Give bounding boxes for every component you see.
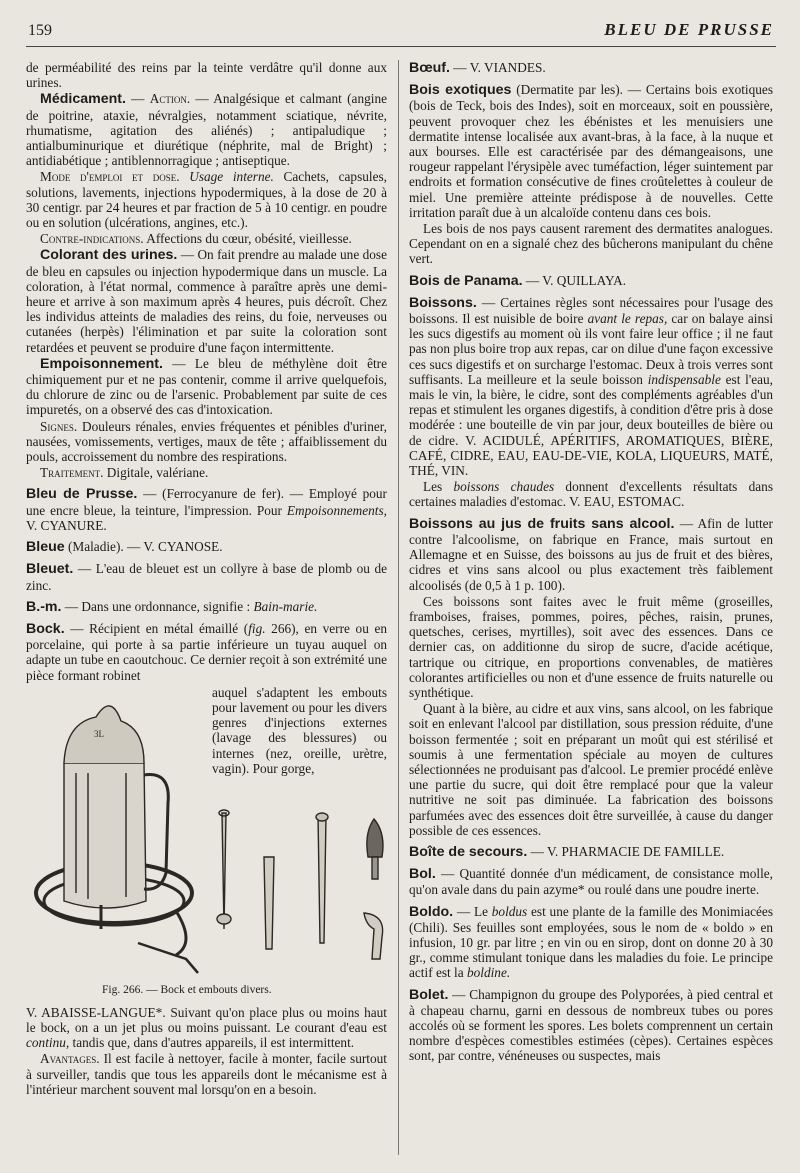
column-divider <box>398 60 399 1155</box>
entry-boite-de-secours <box>409 844 773 860</box>
text-boissons-c: est l'eau, mais le vin, la bière, le cidre, sont des compléments agréables d'un repas et stimulent les organes digestifs, à condition d'être pris à dose modérée : une bouteille de vin par jour, deux bouteilles de bière ou de cidre. V. ACIDULÉ, APÉRITIFS, AROMATIQUES, BIÈRE, CAFÉ, CIDRE, EAU, EAU-DE-VIE, KOLA, LIQUEURS, MATÉ, THÉ, VIN. <box>409 371 774 479</box>
text-action: — Analgésique et calmant (angine de poitrine, ataxie, névralgies, notamment sciatique, névrite, rhumatisme, agitation des aliénés) ; antipaludique ; antialbuminurique et diurétique (néphrite, mal de Bright) ; antidiabétique ; antiblennorragique ; antiseptique. <box>26 91 387 169</box>
text-boissons-chaudes: boissons chaudes <box>453 479 555 495</box>
figure-266 <box>26 685 387 999</box>
text-fig: fig. <box>248 620 266 636</box>
paragraph-signes <box>26 419 387 465</box>
text-empoisonnements: Empoisonnements, <box>286 502 387 518</box>
text-boite-de-secours: — V. PHARMACIE DE FAMILLE. <box>527 843 725 859</box>
text-bois-exotiques: (Dermatite par les). — Certains bois exotiques (bois de Teck, bois des Indes), soit en morceaux, soit en poussière, peuvent provoquer chez les ébénistes et les menuisiers une dermatite intense localisée aux avant-bras, à la face, à la nuque et aux bourses. Elle est caractérisée par des démangeaisons, une rougeur rappelant l'érysipèle avec tuméfaction, léger suintement par endroits et formation consécutive de fines croûtelettes à couleur de miel. Une première atteinte prédispose à de nouvelles. Cette irritation paraît due à un alcaloïde contenu dans ces bois. <box>409 82 773 220</box>
headword-boeuf: Bœuf. <box>409 60 450 76</box>
text-bleu-de-prusse: — (Ferrocyanure de fer). — Employé pour une encre bleue, la teinture, l'impression. Pour <box>26 486 387 518</box>
paragraph-empoisonnement <box>26 356 387 418</box>
text-boeuf: — V. VIANDES. <box>449 60 546 75</box>
text-boldus: boldus <box>491 903 528 919</box>
figure-caption: Fig. 266. — Bock et embouts divers. <box>102 983 272 996</box>
text-signes: Douleurs rénales, envies fréquentes et pénibles d'uriner, nausées, vomissements, vertiges, maux de tête ; affaiblissement du pouls, accroissement du nombre des respirations. <box>26 418 387 465</box>
subheading-colorant: Colorant des urines. <box>40 247 178 264</box>
paragraph-boissons-chaudes <box>409 479 773 509</box>
paragraph-abaisse-langue <box>26 1005 387 1051</box>
label-traitement: Traitement. <box>40 465 104 481</box>
paragraph-mode-emploi <box>26 169 387 230</box>
entry-bois-exotiques <box>409 82 773 220</box>
headword-boissons: Boissons. <box>409 294 477 311</box>
label-contre-indications: Contre-indications. <box>40 231 144 247</box>
text-intermittent: tandis que, dans d'autres appareils, il est intermittent. <box>69 1035 355 1051</box>
page-number: 159 <box>28 22 52 39</box>
text-continu: continu, <box>26 1035 70 1051</box>
running-title: BLEU DE PRUSSE <box>604 20 774 39</box>
headword-b-m: B.-m. <box>26 598 62 615</box>
entry-bol <box>409 866 773 897</box>
entry-bleuet <box>26 561 387 592</box>
entry-boldo <box>409 904 773 981</box>
paragraph-avantages <box>26 1051 387 1097</box>
right-column <box>409 60 773 1065</box>
text-usage-interne: Usage interne. <box>189 169 274 185</box>
text-empoisonnement: — Le bleu de méthylène doit être chimiquement pur et ne pas contenir, comme il arrive quelquefois, du chlorure de zinc ou de l'arsenic. Probablement par suite de ces impuretés, on a observé des cas d'intoxication. <box>26 355 387 418</box>
text-boissons-a: — Certaines règles sont nécessaires pour l'usage des boissons. Il est nuisible de boire <box>409 294 773 327</box>
text-avant-le-repas: avant le repas, <box>587 311 668 327</box>
entry-boeuf <box>409 60 773 76</box>
paragraph-permeabilite: de perméabilité des reins par la teinte verdâtre qu'il donne aux urines. <box>26 60 387 91</box>
label-avantages: Avantages. <box>40 1051 100 1067</box>
text-bolet: — Champignon du groupe des Polyporées, à pied central et à chapeau charnu, garni en dessous de nombreux tubes ou pores accolés où se forment les spores. Les bolets comprennent un certain nombre d'espèces comestibles estimées (cèpes). Certaines espèces sont, par contre, vénéneuses ou suspectes, mais <box>409 986 773 1064</box>
headword-bleu-de-prusse: Bleu de Prusse. <box>26 486 138 503</box>
headword-bolet: Bolet. <box>409 986 449 1003</box>
entry-bleu-de-prusse <box>26 486 387 533</box>
entry-bois-de-panama <box>409 273 773 289</box>
entry-bolet <box>409 987 773 1064</box>
svg-text:3L: 3L <box>94 728 104 739</box>
headword-bleue: Bleue <box>26 539 65 556</box>
text-boissons-jus: — Afin de lutter contre l'alcoolisme, on fabrique en France, mais surtout en Allemagne et en Suisse, des boissons au jus de fruit et des bières, cidres et vins sans alcool ou plus exactement très faiblement alcoolisés (de 0,5 à 1 p. 100). <box>409 515 773 593</box>
text-bol: — Quantité donnée d'un médicament, de consistance molle, qu'on avale dans du pain azyme* ou roulé dans une poudre inerte. <box>409 866 773 898</box>
subheading-empoisonnement: Empoisonnement. <box>40 355 163 372</box>
text-traitement: Digitale, valériane. <box>103 465 209 481</box>
label-mode-emploi: Mode d'emploi et dose. <box>40 169 180 185</box>
headword-boissons-jus: Boissons au jus de fruits sans alcool. <box>409 515 675 532</box>
text-bleuet: — L'eau de bleuet est un collyre à base de plomb ou de zinc. <box>26 561 387 593</box>
subheading-medicament: Médicament. <box>40 91 126 108</box>
text-mode-emploi: Cachets, capsules, solutions, lavements, injections hypodermiques, à la dose de 20 à 30 centigr. par 24 heures et par fraction de 5 à 10 centigr. en poudre ou en solution (ulcérations, angines, etc.). <box>26 169 387 231</box>
entry-boissons-jus <box>409 516 773 593</box>
headword-boldo: Boldo. <box>409 903 454 920</box>
text-bock-b: 266), en verre ou en porcelaine, qui porte à sa partie inférieure un tuyau auquel on adapte un tube en caoutchouc. Ce dernier reçoit à son extrémité une pièce formant robinet <box>26 620 387 683</box>
text-bain-marie: Bain-marie. <box>253 598 318 614</box>
text-bois-de-panama: — V. QUILLAYA. <box>522 272 627 288</box>
headword-bois-exotiques: Bois exotiques <box>409 82 512 99</box>
text-contre-indications: Affections du cœur, obésité, vieillesse. <box>143 231 352 247</box>
entry-boissons <box>409 295 773 478</box>
paragraph-medicament: Médicament. — Action. — Analgésique et calmant (angine de poitrine, ataxie, névralgies, notamment sciatique, névrite, rhumatisme, agitation des aliénés) ; antipaludique ; antialbuminurique et diurétique (néphrite, mal de Bright) ; antidiabétique ; antiblennorragique ; antiseptique. <box>26 91 387 169</box>
paragraph-biere-cidre: Quant à la bière, au cidre et aux vins, sans alcool, on les fabrique soit en enlevant l'alcool par distillation, sous pression réduite, d'une boisson fermentée ; soit en préparant un moût qui est stérilisé et soumis à une fermentation spéciale au moyen de cultures sélectionnées ne produisant pas d'alcool. Le premier procédé enlève une partie du sucre, qui doit être remplacé pour que la valeur nutritive ne soit pas diminuée. La fabrication des boissons parfumées avec des essences doit être surveillée, à cause du danger possible de ces essences. <box>409 701 773 838</box>
text-abaisse-langue: V. ABAISSE-LANGUE*. Suivant qu'on place plus ou moins haut le bock, on a un jet plus ou moins puissant. Le courant d'eau est <box>26 1004 387 1035</box>
text-les: Les <box>423 479 454 495</box>
headword-bol: Bol. <box>409 866 436 883</box>
paragraph-bois-pays: Les bois de nos pays causent rarement des dermatites analogues. Cependant on en a signalé chez des bûcherons manipulant du chêne vert. <box>409 221 773 267</box>
headword-boite-de-secours: Boîte de secours. <box>409 843 528 860</box>
headword-bock: Bock. <box>26 620 65 637</box>
label-action: Action. <box>149 91 191 107</box>
paragraph-boissons-faites: Ces boissons sont faites avec le fruit même (groseilles, framboises, fraises, pommes, poires, pêches, raisin, prunes, quetsches, cerises, myrtilles), soit avec des essences. Dans ce dernier cas, on additionne du sirop de sucre, d'acide acétique, tartrique ou citrique, en proportions convenables, de matières colorantes artificielles ou non et d'une essence de fruits naturelle ou synthétique. <box>409 593 773 700</box>
text-colorant: — On fait prendre au malade une dose de bleu en capsules ou injection hypodermique dans un muscle. La coloration, à l'état normal, commence à paraître après une demi-heure et arrive à son maximum après 4 heures, puis décroît. Chez les individus atteints de maladies des reins, du foie, nerveuses ou cutanées (herpès) l'élimination et par suite la coloration sont retardées et peuvent se produire d'une façon intermittente. <box>26 247 387 355</box>
paragraph-traitement <box>26 465 387 480</box>
text-bock-a: — Récipient en métal émaillé ( <box>64 620 249 636</box>
text-boissons-chaudes-b: donnent d'excellents résultats dans certaines maladies d'estomac. V. EAU, ESTOMAC. <box>409 479 773 510</box>
text-boldine: boldine. <box>466 965 511 981</box>
headword-bleuet: Bleuet. <box>26 561 74 578</box>
entry-bleue <box>26 539 387 555</box>
text-cyanure: V. CYANURE. <box>26 517 107 533</box>
text-indispensable: indispensable <box>647 371 721 387</box>
label-signes: Signes. <box>40 418 78 434</box>
page-header <box>28 18 774 46</box>
header-rule <box>26 46 776 47</box>
text-b-m: — Dans une ordonnance, signifie : <box>61 598 254 614</box>
text-bleue: (Maladie). — V. CYANOSE. <box>64 539 223 555</box>
figure-side-text: auquel s'adaptent les embouts pour lavement ou pour les divers genres d'injections externes (lavage des blessures) ou internes (nez, oreille, urètre, vagin). Pour gorge, <box>212 684 387 776</box>
text-boissons-b: car on balaye ainsi les sucs digestifs au moment où ils vont faire leur office ; il ne faut pas non plus boire trop aux repas, car on dilue d'une façon excessive ces sucs digestifs et on surcharge l'estomac. Deux à trois verres sont suffisants. La meilleure et la seule boisson <box>409 311 774 387</box>
text-boldo-a: — Le <box>453 903 492 919</box>
headword-bois-de-panama: Bois de Panama. <box>409 272 523 289</box>
entry-bock <box>26 621 387 683</box>
left-column <box>26 60 387 1098</box>
paragraph-colorant <box>26 247 387 354</box>
text-avantages: Il est facile à nettoyer, facile à monter, facile surtout à surveiller, tandis que tous les appareils dont le mécanisme est à l'intérieur marchent souvent mal lorsqu'on en a besoin. <box>26 1051 387 1097</box>
paragraph-contre-indications <box>26 231 387 246</box>
text-boldo-b: est une plante de la famille des Monimiacées (Chili). Ses feuilles sont employées, sous le nom de « boldo » en infusion, 10 gr. par litre ; en vin ou en sirop, dont on donne 20 à 30 gr., comme stimulant tonique dans les maladies du foie. Le principe actif est la <box>409 903 773 981</box>
entry-b-m <box>26 599 387 615</box>
